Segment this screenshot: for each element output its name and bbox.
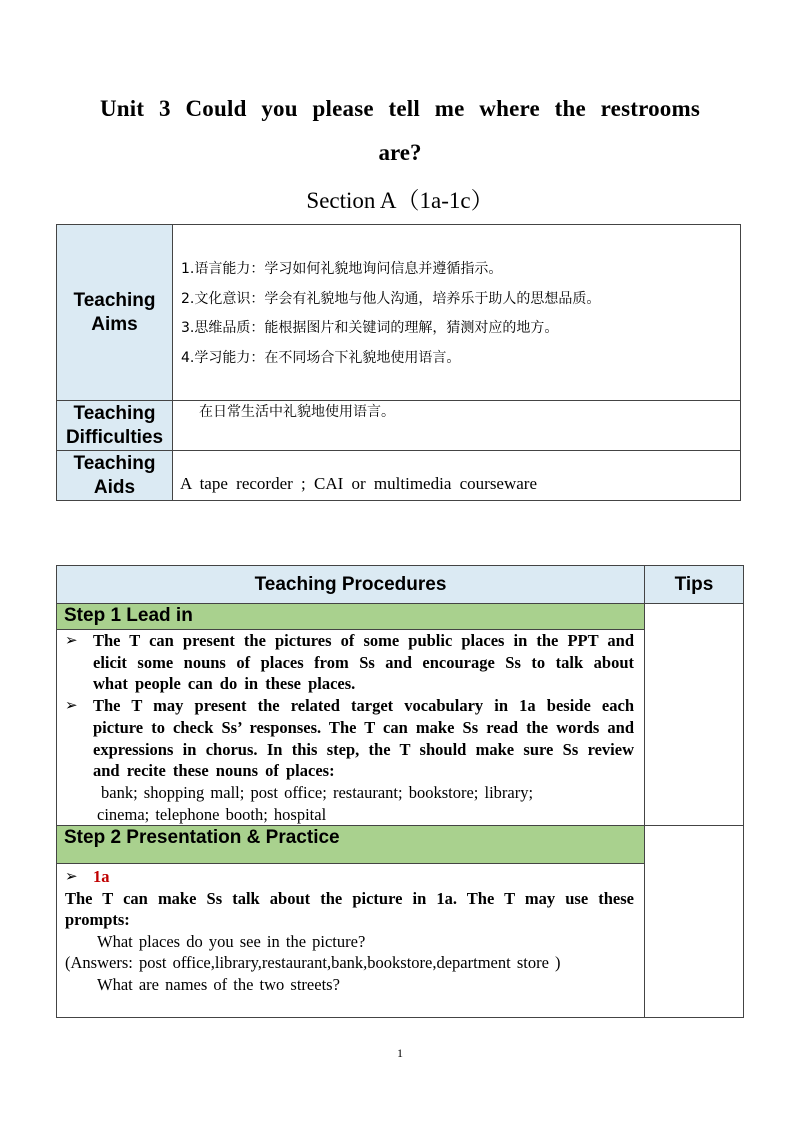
prompt-answer: (Answers: post office,library,restaurant,bank,bookstore,department store ) (65, 953, 561, 973)
aim-item: 4.学习能力：在不同场合下礼貌地使用语言。 (181, 349, 461, 366)
procedures-header: Teaching Procedures (57, 566, 645, 604)
step2-title: Step 2 Presentation & Practice (57, 826, 645, 864)
page-number: 1 (397, 1046, 403, 1060)
teaching-info-table (56, 224, 741, 501)
arrow-bullet-icon: ➢ (65, 696, 78, 715)
difficulties-content: 在日常生活中礼貌地使用语言。 (173, 401, 741, 451)
aids-label: Teaching Aids (57, 451, 173, 501)
difficulties-label: Teaching Difficulties (57, 401, 173, 451)
arrow-bullet-icon: ➢ (65, 867, 78, 886)
step2-instruction: The T can make Ss talk about the picture in 1a. The T may use these prompts: (65, 888, 634, 930)
bullet-item: ➢ The T may present the related target vocabulary in 1a beside each picture to check Ss’ responses. The T can make Ss read the words and expressions in chorus. In this step, the T should make sure Ss review and recite these nouns of places: (65, 696, 634, 781)
aim-item: 2.文化意识：学会有礼貌地与他人沟通，培养乐于助人的思想品质。 (181, 290, 601, 307)
tips-cell-step1 (645, 604, 744, 826)
procedures-table (56, 565, 744, 1018)
vocab-line: cinema; telephone booth; hospital (97, 804, 327, 824)
document-title: Unit 3 Could you please tell me where the restrooms (100, 96, 700, 121)
step1-title: Step 1 Lead in (57, 604, 645, 630)
vocab-line: bank; shopping mall; post office; restaurant; bookstore; library; (101, 782, 534, 802)
sub-heading: ➢ 1a (65, 867, 110, 887)
aids-content: A tape recorder ; CAI or multimedia courseware (173, 451, 741, 501)
document-title-continued: are? (378, 140, 422, 165)
prompt-question: What are names of the two streets? (97, 974, 340, 994)
section-title: Section A（1a-1c） (306, 188, 494, 213)
tips-header: Tips (645, 566, 744, 604)
tips-cell-step2 (645, 826, 744, 1018)
aims-content (173, 225, 741, 401)
arrow-bullet-icon: ➢ (65, 631, 78, 649)
step1-content (57, 630, 645, 826)
step2-content (57, 864, 645, 1018)
aim-item: 3.思维品质：能根据图片和关键词的理解，猜测对应的地方。 (181, 320, 559, 336)
bullet-item: ➢ The T can present the pictures of some public places in the PPT and elicit some nouns of places from Ss and encourage Ss to talk about what people can do in these places. (65, 631, 634, 694)
prompt-question: What places do you see in the picture? (97, 931, 366, 951)
aims-label: Teaching Aims (57, 225, 173, 401)
aim-item: 1.语言能力：学习如何礼貌地询问信息并遵循指示。 (181, 261, 503, 277)
